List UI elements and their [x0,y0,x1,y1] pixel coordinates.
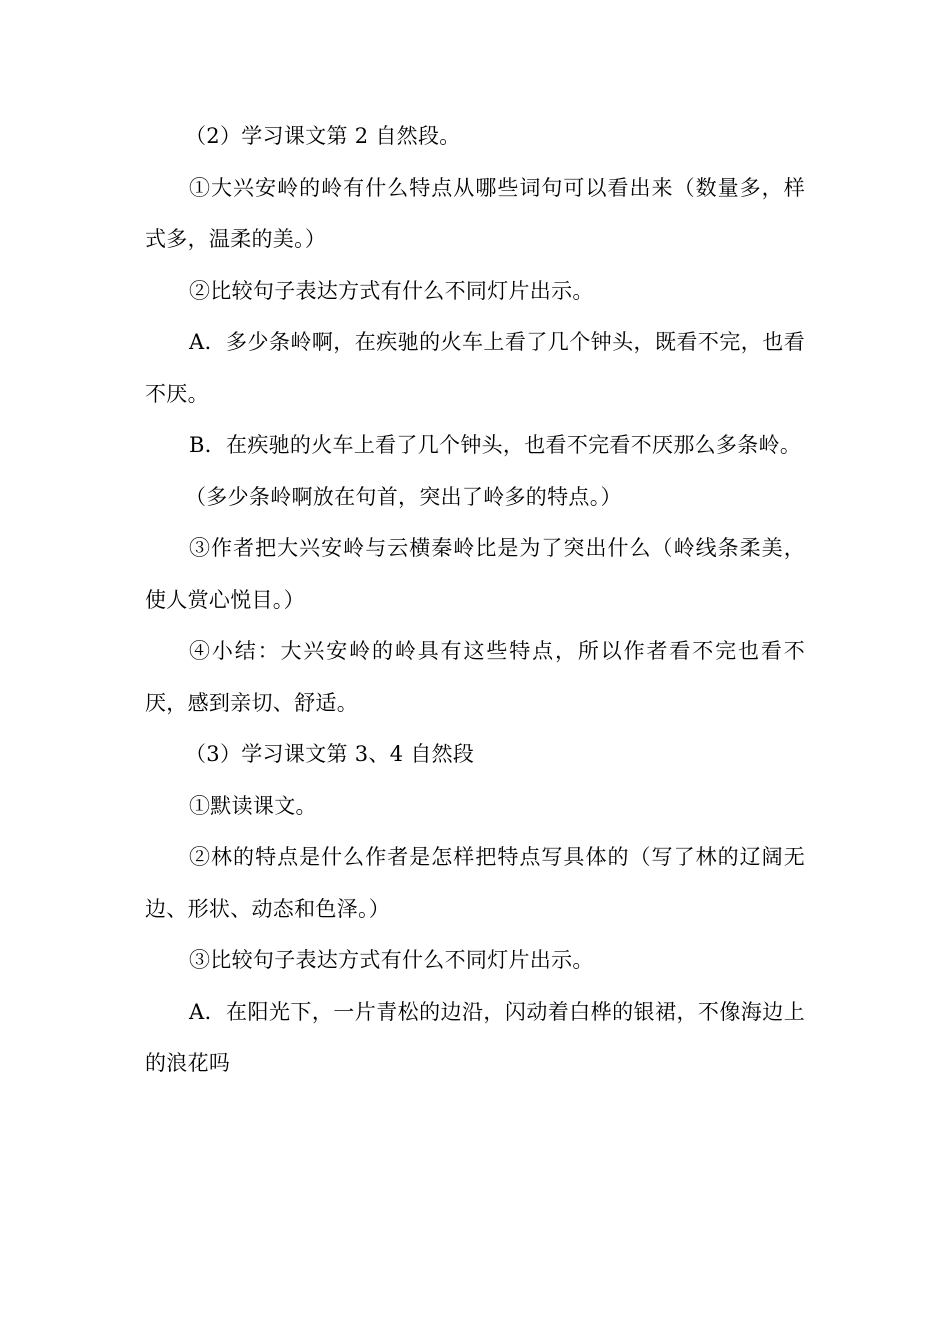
paragraph-note: （多少条岭啊放在句首，突出了岭多的特点。） [185,484,622,509]
paragraph-sentence-a-2: A．在阳光下，一片青松的边沿，闪动着白桦的银裙，不像海边上的浪花吗 [145,999,805,1075]
paragraph-question-3: ③作者把大兴安岭与云横秦岭比是为了突出什么（岭线条柔美，使人赏心悦目。） [145,536,805,612]
paragraph-sentence-a: A．多少条岭啊，在疾驰的火车上看了几个钟头，既看不完，也看不厌。 [145,330,805,406]
paragraph-read: ①默读课文。 [189,793,317,818]
paragraph-sentence-b: B．在疾驰的火车上看了几个钟头，也看不完看不厌那么多条岭。 [189,433,802,457]
paragraph-question-1: ①大兴安岭的岭有什么特点从哪些词句可以看出来（数量多，样式多，温柔的美。） [145,175,805,251]
section-heading-3: （3）学习课文第 3、4 自然段 [185,742,475,766]
document-body [145,111,805,1090]
section-heading-2: （2）学习课文第 2 自然段。 [185,124,461,148]
paragraph-compare: ③比较句子表达方式有什么不同灯片出示。 [189,948,594,972]
paragraph-forest-question: ②林的特点是什么作者是怎样把特点写具体的（写了林的辽阔无边、形状、动态和色泽。） [145,845,805,921]
paragraph-question-2: ②比较句子表达方式有什么不同灯片出示。 [189,278,594,303]
paragraph-summary: ④小结：大兴安岭的岭具有这些特点，所以作者看不完也看不厌，感到亲切、舒适。 [145,639,805,715]
